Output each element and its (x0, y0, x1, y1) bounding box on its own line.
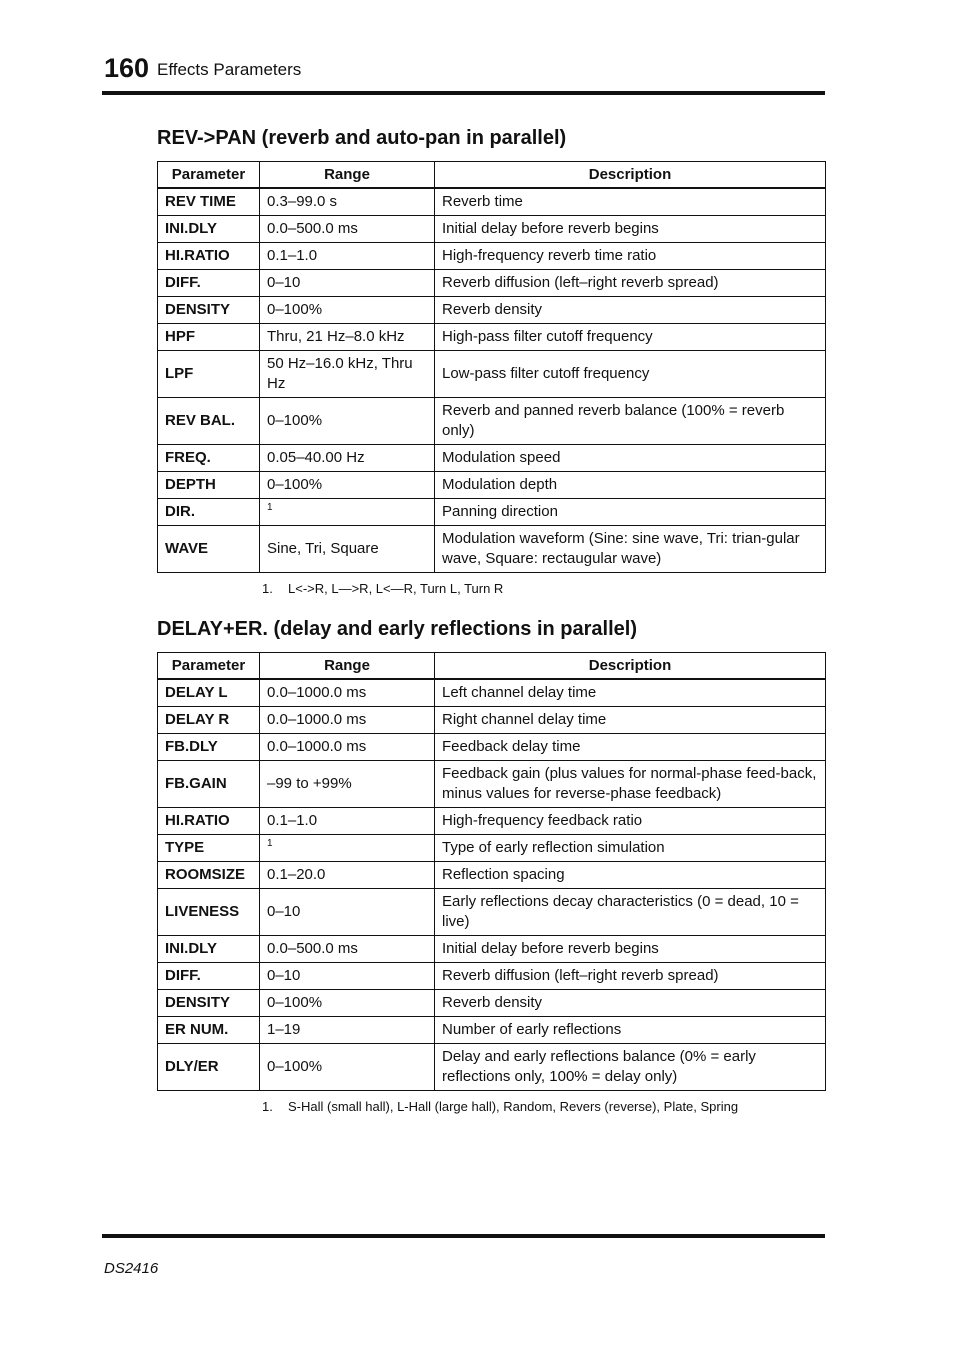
parameter-name: INI.DLY (158, 936, 260, 963)
parameter-description: Modulation waveform (Sine: sine wave, Tri: trian-gular wave, Square: rectaugular wave) (435, 526, 826, 573)
table-row (158, 990, 826, 1017)
column-header-range: Range (260, 653, 435, 680)
table-row (158, 889, 826, 936)
parameter-description: Left channel delay time (435, 679, 826, 707)
parameter-range (260, 835, 435, 862)
parameter-description: High-frequency feedback ratio (435, 808, 826, 835)
parameter-description: Feedback gain (plus values for normal-phase feed-back, minus values for reverse-phase feedback) (435, 761, 826, 808)
section-title: REV->PAN (reverb and auto-pan in parallel) (157, 127, 567, 149)
range-text: Sine, Tri, Square (267, 540, 379, 557)
range-text: 0–100% (267, 1058, 323, 1075)
parameter-name: DIFF. (158, 963, 260, 990)
parameter-description: Panning direction (435, 499, 826, 526)
parameter-table (157, 652, 826, 1091)
table-row (158, 862, 826, 889)
parameter-name: ROOMSIZE (158, 862, 260, 889)
table-row (158, 445, 826, 472)
parameter-range (260, 889, 435, 936)
range-text: 0.0–500.0 ms (267, 940, 358, 957)
range-text: 0.1–20.0 (267, 866, 326, 883)
header-rule (102, 91, 825, 95)
parameter-range (260, 734, 435, 761)
parameter-range (260, 990, 435, 1017)
range-text: 0–100% (267, 476, 323, 493)
parameter-name: TYPE (158, 835, 260, 862)
parameter-description: Type of early reflection simulation (435, 835, 826, 862)
parameter-name: INI.DLY (158, 216, 260, 243)
footnote (262, 580, 825, 598)
parameter-range (260, 270, 435, 297)
parameter-range (260, 1044, 435, 1091)
parameter-range (260, 707, 435, 734)
range-text: 0–100% (267, 994, 323, 1011)
table-row (158, 270, 826, 297)
parameter-name: HI.RATIO (158, 243, 260, 270)
parameter-name: FB.DLY (158, 734, 260, 761)
range-text: 0.0–1000.0 ms (267, 684, 367, 701)
footnote-text: S-Hall (small hall), L-Hall (large hall), Random, Revers (reverse), Plate, Spring (288, 1099, 739, 1114)
parameter-range (260, 351, 435, 398)
parameter-name: DELAY L (158, 679, 260, 707)
table-row (158, 188, 826, 216)
table-row (158, 243, 826, 270)
table-row (158, 526, 826, 573)
parameter-description: Reflection spacing (435, 862, 826, 889)
parameter-name: HI.RATIO (158, 808, 260, 835)
footnote-text: L<->R, L—>R, L<—R, Turn L, Turn R (288, 581, 504, 596)
parameter-description: Initial delay before reverb begins (435, 936, 826, 963)
range-text: 0.05–40.00 Hz (267, 449, 365, 466)
parameter-range (260, 188, 435, 216)
range-text: 0–10 (267, 274, 301, 291)
parameter-name: FB.GAIN (158, 761, 260, 808)
range-text: 0–100% (267, 301, 323, 318)
section-title: DELAY+ER. (delay and early reflections in parallel) (157, 618, 637, 640)
range-text: 50 Hz–16.0 kHz, Thru Hz (267, 355, 413, 392)
parameter-name: WAVE (158, 526, 260, 573)
range-text: 0–10 (267, 967, 301, 984)
parameter-range (260, 761, 435, 808)
parameter-range (260, 499, 435, 526)
footer-model: DS2416 (104, 1260, 159, 1277)
parameter-name: DLY/ER (158, 1044, 260, 1091)
header-title: Effects Parameters (157, 60, 302, 79)
parameter-name: LIVENESS (158, 889, 260, 936)
table-row (158, 324, 826, 351)
parameter-description: Modulation depth (435, 472, 826, 499)
range-text: 0.1–1.0 (267, 247, 318, 264)
parameter-description: Low-pass filter cutoff frequency (435, 351, 826, 398)
parameter-description: Reverb and panned reverb balance (100% = reverb only) (435, 398, 826, 445)
page-number: 160 (104, 53, 150, 83)
section-rev-pan (157, 124, 825, 598)
parameter-range (260, 216, 435, 243)
table-row (158, 936, 826, 963)
range-text: –99 to +99% (267, 775, 352, 792)
parameter-description: High-pass filter cutoff frequency (435, 324, 826, 351)
table-row (158, 761, 826, 808)
table-row (158, 808, 826, 835)
column-header-parameter: Parameter (158, 162, 260, 189)
parameter-name: HPF (158, 324, 260, 351)
table-row (158, 679, 826, 707)
footer-rule (102, 1234, 825, 1238)
parameter-description: Modulation speed (435, 445, 826, 472)
range-text: Thru, 21 Hz–8.0 kHz (267, 328, 405, 345)
column-header-range: Range (260, 162, 435, 189)
parameter-description: Reverb density (435, 990, 826, 1017)
footnote-number: 1. (262, 1099, 273, 1114)
parameter-name: ER NUM. (158, 1017, 260, 1044)
range-text: 0–100% (267, 412, 323, 429)
parameter-description: Delay and early reflections balance (0% = early reflections only, 100% = delay only) (435, 1044, 826, 1091)
parameter-description: Feedback delay time (435, 734, 826, 761)
table-row (158, 734, 826, 761)
footnote-number: 1. (262, 581, 273, 596)
parameter-description: Reverb density (435, 297, 826, 324)
range-text: 0.3–99.0 s (267, 193, 338, 210)
parameter-range (260, 679, 435, 707)
footnote-ref: 1 (267, 502, 273, 513)
table-row (158, 398, 826, 445)
column-header-description: Description (435, 653, 826, 680)
parameter-name: DENSITY (158, 297, 260, 324)
table-row (158, 472, 826, 499)
column-header-description: Description (435, 162, 826, 189)
table-header-row (158, 162, 826, 189)
parameter-description: Initial delay before reverb begins (435, 216, 826, 243)
table-row (158, 216, 826, 243)
parameter-range (260, 808, 435, 835)
range-text: 0.0–1000.0 ms (267, 711, 367, 728)
table-row (158, 499, 826, 526)
parameter-range (260, 472, 435, 499)
parameter-description: Early reflections decay characteristics (0 = dead, 10 = live) (435, 889, 826, 936)
parameter-range (260, 324, 435, 351)
footnote (262, 1098, 825, 1116)
range-text: 0.1–1.0 (267, 812, 318, 829)
parameter-name: REV TIME (158, 188, 260, 216)
range-text: 0–10 (267, 903, 301, 920)
parameter-range (260, 526, 435, 573)
parameter-description: Reverb diffusion (left–right reverb spread) (435, 963, 826, 990)
parameter-range (260, 1017, 435, 1044)
table-row (158, 351, 826, 398)
parameter-range (260, 398, 435, 445)
parameter-description: Number of early reflections (435, 1017, 826, 1044)
table-row (158, 707, 826, 734)
parameter-range (260, 936, 435, 963)
parameter-name: DENSITY (158, 990, 260, 1017)
footnote-ref: 1 (267, 838, 273, 849)
parameter-name: LPF (158, 351, 260, 398)
range-text: 1–19 (267, 1021, 301, 1038)
table-row (158, 963, 826, 990)
parameter-range (260, 445, 435, 472)
range-text: 0.0–1000.0 ms (267, 738, 367, 755)
parameter-name: DIR. (158, 499, 260, 526)
parameter-name: DELAY R (158, 707, 260, 734)
parameter-description: Right channel delay time (435, 707, 826, 734)
parameter-description: Reverb diffusion (left–right reverb spread) (435, 270, 826, 297)
parameter-range (260, 862, 435, 889)
range-text: 0.0–500.0 ms (267, 220, 358, 237)
table-header-row (158, 653, 826, 680)
parameter-name: DIFF. (158, 270, 260, 297)
parameter-description: High-frequency reverb time ratio (435, 243, 826, 270)
parameter-name: DEPTH (158, 472, 260, 499)
parameter-name: FREQ. (158, 445, 260, 472)
parameter-range (260, 243, 435, 270)
section-delay-er (157, 615, 825, 1116)
table-row (158, 835, 826, 862)
table-row (158, 1017, 826, 1044)
table-row (158, 1044, 826, 1091)
parameter-range (260, 297, 435, 324)
parameter-table (157, 161, 826, 573)
parameter-name: REV BAL. (158, 398, 260, 445)
parameter-description: Reverb time (435, 188, 826, 216)
table-row (158, 297, 826, 324)
column-header-parameter: Parameter (158, 653, 260, 680)
parameter-range (260, 963, 435, 990)
